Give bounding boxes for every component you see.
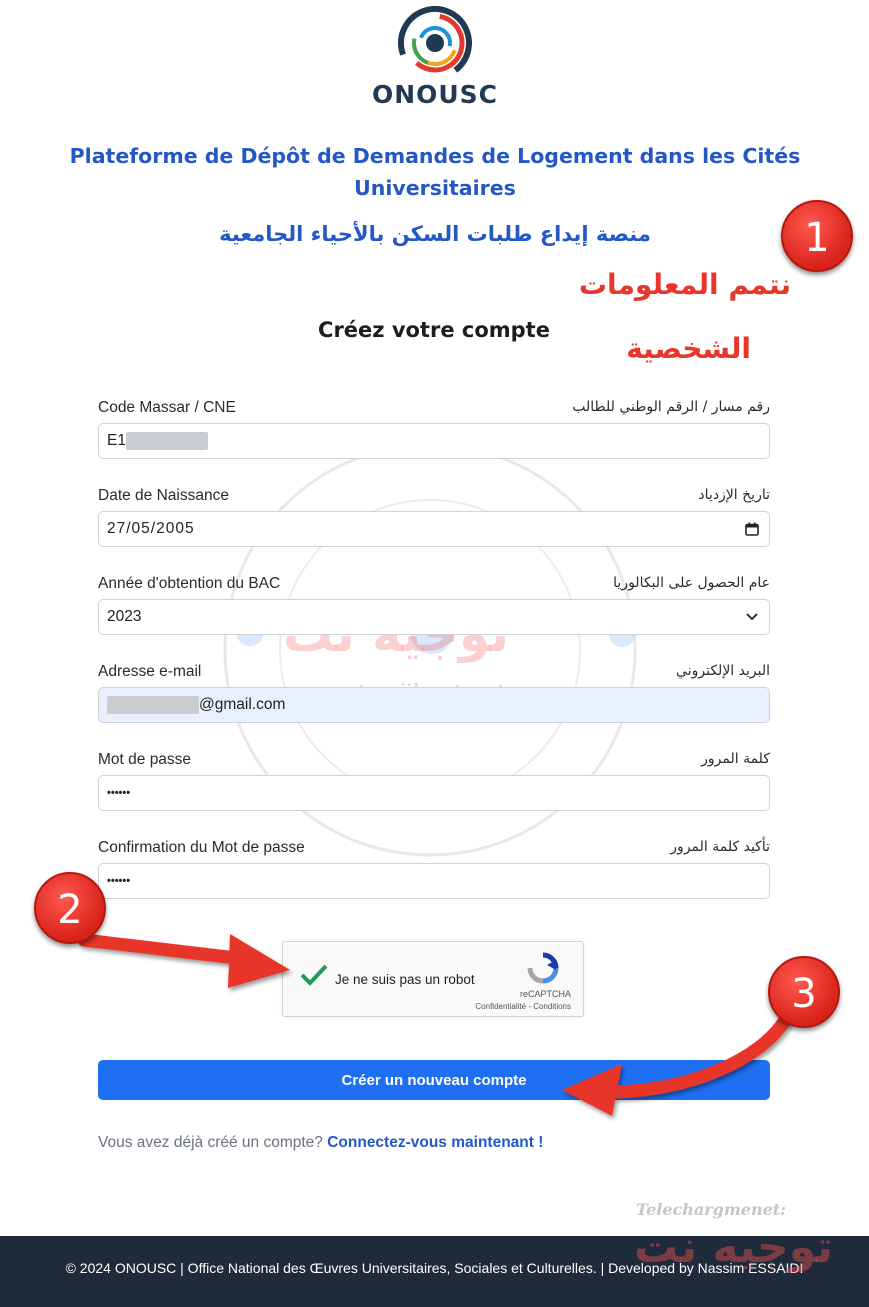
label-massar-ar: رقم مسار / الرقم الوطني للطالب [572,399,770,415]
bac-year-value: 2023 [107,608,142,625]
massar-input[interactable] [98,423,770,459]
password-value: •••••• [107,787,131,799]
email-input[interactable] [98,687,770,723]
login-link[interactable]: Connectez-vous maintenant ! [327,1134,544,1151]
redacted-mask [107,696,199,714]
label-password-ar: كلمة المرور [701,751,770,767]
login-prompt-text: Vous avez déjà créé un compte? [98,1134,323,1151]
annotation-note-line1: نتمم المعلومات [578,268,791,301]
annotation-badge-3: 3 [768,956,840,1028]
label-email-ar: البريد الإلكتروني [676,663,770,679]
label-password-confirm-fr: Confirmation du Mot de passe [98,839,305,856]
footer-watermark-arabic: توجيه نت [634,1222,833,1273]
logo-emblem-icon [398,6,472,80]
calendar-icon[interactable] [745,522,759,536]
label-password-fr: Mot de passe [98,751,192,768]
label-bac-year-ar: عام الحصول على البكالوريا [613,575,770,591]
label-email-fr: Adresse e-mail [98,663,202,680]
arrow-to-recaptcha [84,934,290,988]
label-birthdate-ar: تاريخ الإزدياد [698,487,770,503]
label-massar-fr: Code Massar / CNE [98,399,236,416]
massar-value: E1 [107,432,126,449]
recaptcha-icon [527,952,559,984]
annotation-badge-2: 2 [34,872,106,944]
birthdate-value: 27/05/2005 [107,520,195,537]
create-account-button[interactable]: Créer un nouveau compte [98,1060,770,1100]
password-input[interactable] [98,775,770,811]
recaptcha-privacy-links[interactable]: Confidentialité - Conditions [475,1002,571,1011]
label-password-confirm-ar: تأكيد كلمة المرور [670,839,770,855]
birthdate-input[interactable] [98,511,770,547]
password-confirm-value: •••••• [107,875,131,887]
password-confirm-input[interactable] [98,863,770,899]
recaptcha-brand: reCAPTCHA [519,989,571,999]
page-title-fr: Plateforme de Dépôt de Demandes de Logement dans les Cités Universitaires [69,144,801,200]
recaptcha-widget[interactable] [282,941,584,1017]
label-birthdate-fr: Date de Naissance [98,487,229,504]
bac-year-select[interactable] [98,599,770,635]
recaptcha-label: Je ne suis pas un robot [335,972,475,987]
checkmark-icon[interactable] [299,962,329,988]
email-value: @gmail.com [199,696,286,713]
chevron-down-icon [745,612,759,622]
footer-text: © 2024 ONOUSC | Office National des Œuvres Universitaires, Sociales et Culturelles. | Developed by Nassim ESSAIDI [65,1260,804,1276]
redacted-mask [126,432,208,450]
onousc-logo [368,6,502,110]
annotation-note-line2: الشخصية [626,332,751,365]
label-bac-year-fr: Année d'obtention du BAC [98,575,281,592]
login-prompt-line [98,1134,543,1152]
page-title-ar: منصة إيداع طلبات السكن بالأحياء الجامعية [219,222,651,246]
logo-text: ONOUSC [371,80,499,109]
annotation-badge-1: 1 [781,200,853,272]
form-heading: Créez votre compte [318,318,550,342]
footer-watermark-site: Telechargmenet: [636,1200,787,1219]
